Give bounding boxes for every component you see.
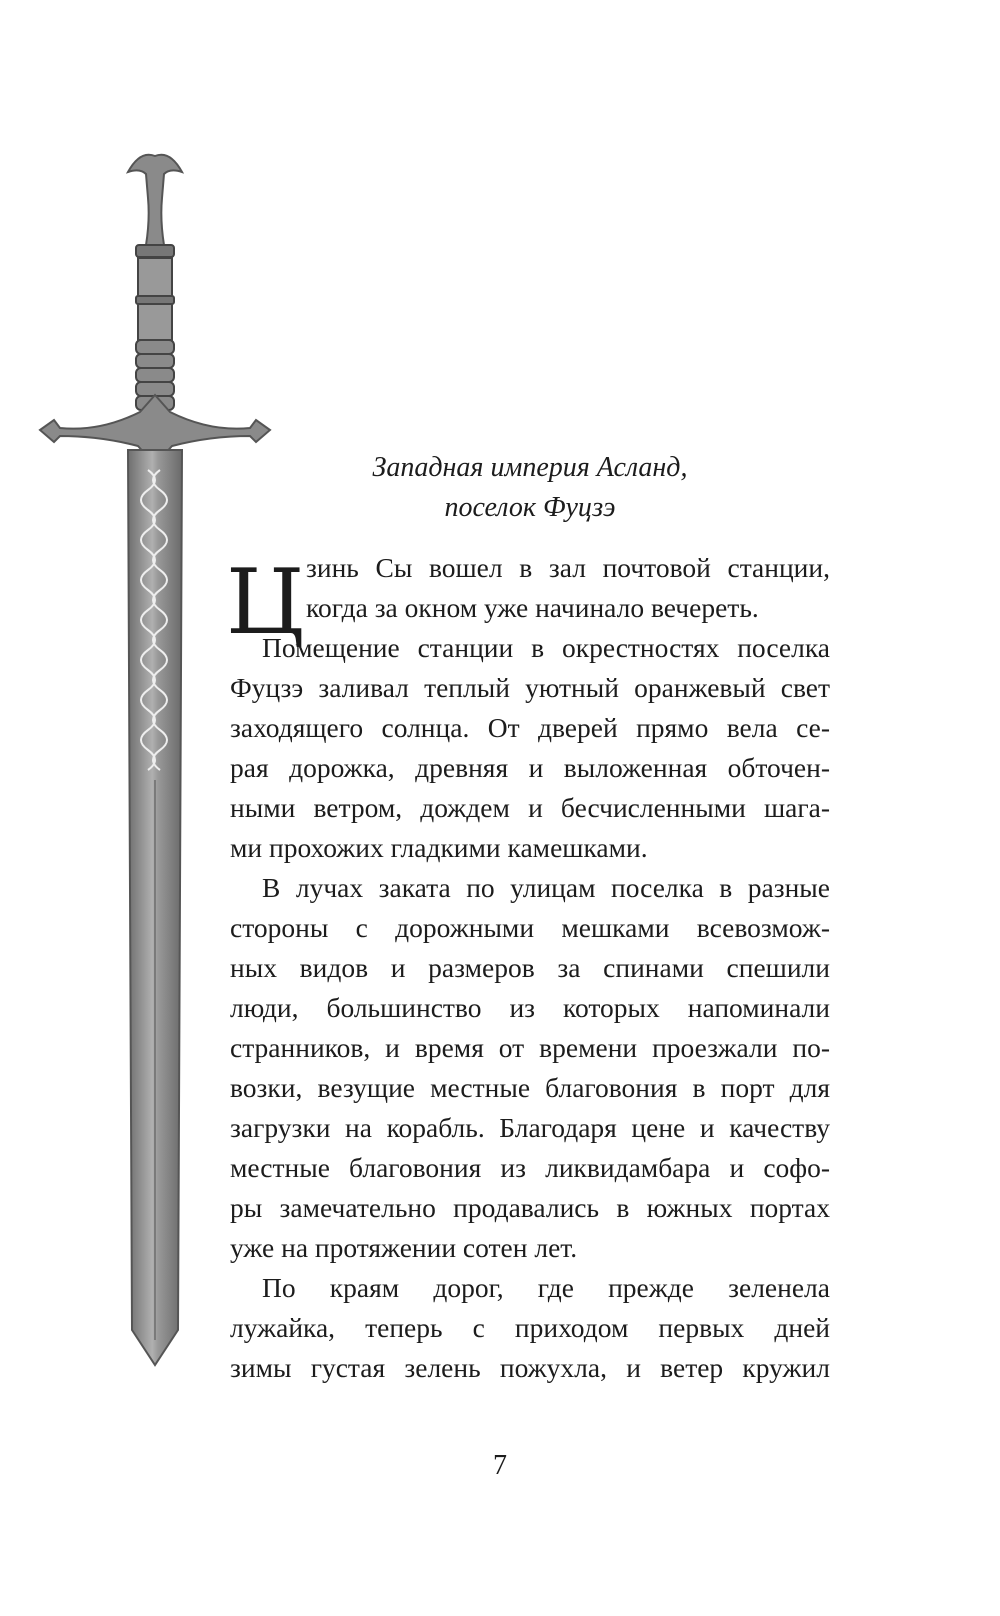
sword-grip-ornament-2 xyxy=(138,304,172,340)
text-line: По краям дорог, где прежде зеленела xyxy=(262,1272,830,1303)
text-line: зимы густая зелень пожухла, и ветер кружил xyxy=(230,1352,830,1383)
text-line: уже на протяжении сотен лет. xyxy=(230,1232,578,1263)
sword-grip-band xyxy=(136,245,174,257)
text-line: люди, большинство из которых напоминали xyxy=(230,992,830,1023)
text-line: ных видов и размеров за спинами спешили xyxy=(230,952,830,983)
sword-pommel xyxy=(128,155,182,245)
sword-grip-ornament xyxy=(138,258,172,296)
text-line: рая дорожка, древняя и выложенная обточен- xyxy=(230,752,830,783)
text-line: В лучах заката по улицам поселка в разные xyxy=(262,872,830,903)
drop-cap: Ц xyxy=(226,550,305,655)
text-line: заходящего солнца. От дверей прямо вела се- xyxy=(230,712,830,743)
text-line: зинь Сы вошел в зал почтовой станции, xyxy=(306,552,830,583)
text-line: странников, и время от времени проезжали по- xyxy=(230,1032,830,1063)
heading-line-2: поселок Фуцзэ xyxy=(444,492,616,523)
text-line: стороны с дорожными мешками всевозмож- xyxy=(230,912,830,943)
page-number: 7 xyxy=(493,1450,507,1481)
text-line: ми прохожих гладкими камешками. xyxy=(230,832,648,863)
text-line: Фуцзэ заливал теплый уютный оранжевый свет xyxy=(230,672,830,703)
text-line: возки, везущие местные благовония в порт для xyxy=(230,1072,830,1103)
chapter-location-heading xyxy=(220,448,840,528)
text-line: загрузки на корабль. Благодаря цене и качеству xyxy=(230,1112,830,1143)
text-line: ными ветром, дождем и бесчисленными шага- xyxy=(230,792,830,823)
text-line: ры замечательно продавались в южных портах xyxy=(230,1192,830,1223)
text-line: Помещение станции в окрестностях поселка xyxy=(262,632,830,663)
text-line: когда за окном уже начинало вечереть. xyxy=(306,592,759,623)
text-line: лужайка, теперь с приходом первых дней xyxy=(230,1312,830,1343)
heading-line-1: Западная империя Асланд, xyxy=(372,452,688,483)
text-line: местные благовония из ликвидамбара и софо- xyxy=(230,1152,830,1183)
